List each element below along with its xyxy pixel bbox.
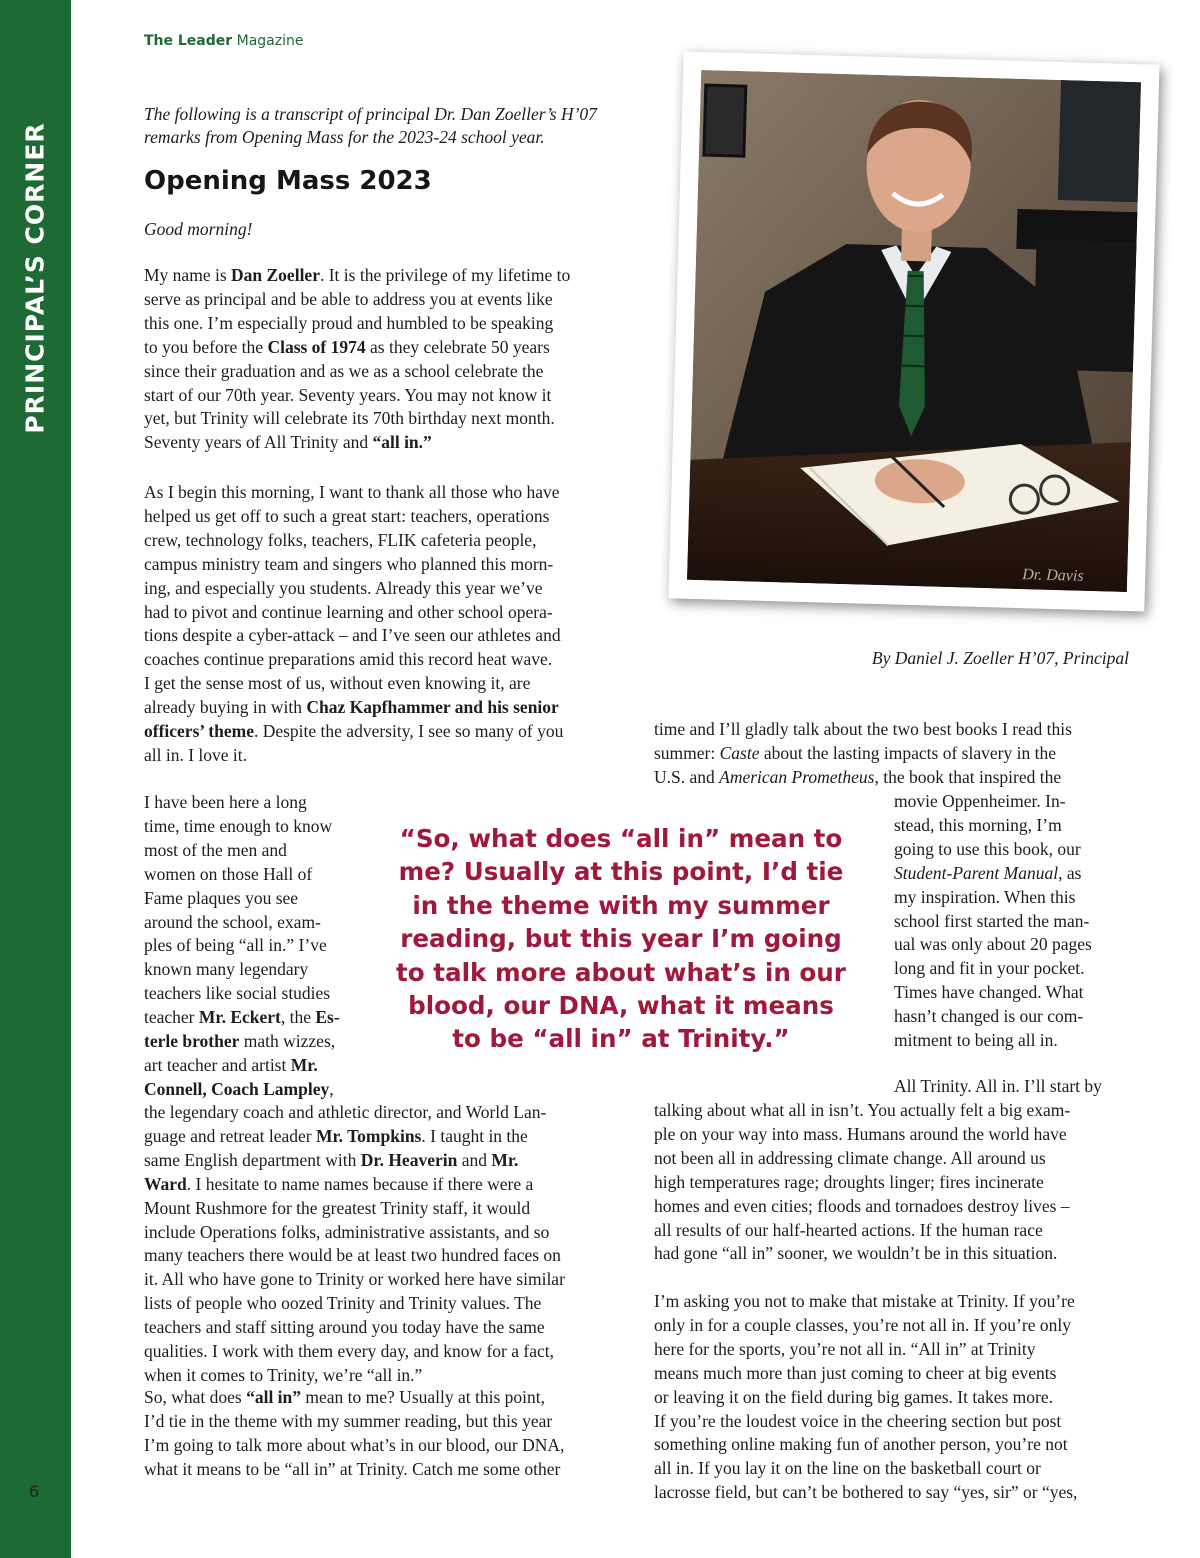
pull-quote-line: to be “all in” at Trinity.” [452,1024,790,1054]
text-line [894,1029,1092,1053]
text-line [144,911,340,935]
text-run: coaches continue preparations amid this record heat wave. [144,649,553,670]
text-run: ual was only about 20 pages [894,934,1092,955]
text-run: about the lasting impacts of slavery in the [759,742,1056,763]
text-line [654,766,1072,790]
paragraph-all-trinity-start [894,1075,1102,1099]
text-line [144,1292,565,1316]
text-run: time and I’ll gladly talk about the two best books I read this [654,719,1072,739]
text-run: hasn’t changed is our com- [894,1006,1084,1027]
text-run: lists of people who oozed Trinity and Trinity values. The [144,1293,542,1314]
text-line [144,624,563,648]
text-line [144,360,570,384]
paragraph-hall-of-fame [144,791,340,1102]
text-run: , the book that inspired the [874,766,1062,787]
pull-quote-line: blood, our DNA, what it means [408,991,834,1021]
text-line [144,431,570,455]
text-line [654,1433,1077,1457]
bold-text: Mr. Eckert [198,1007,281,1028]
text-run: all in. If you lay it on the line on the basketball court or [654,1458,1041,1479]
text-line [654,1481,1077,1505]
text-run: since their graduation and as we as a school celebrate the [144,360,544,381]
text-line [144,505,563,529]
text-line [894,814,1092,838]
text-run: long and fit in your pocket. [894,958,1085,979]
bold-text: Mr. Tompkins [315,1125,422,1146]
text-line [894,790,1092,814]
text-line [144,648,563,672]
text-line [144,744,563,768]
text-run: school first started the man- [894,910,1090,931]
text-line [144,863,340,887]
text-line [144,1101,565,1125]
page-number: 6 [29,1482,40,1501]
text-run: high temperatures rage; droughts linger; fires incinerate [654,1171,1044,1192]
text-line [654,1386,1077,1410]
text-run: stead, this morning, I’m [894,814,1062,835]
bold-text: terle brother [144,1031,240,1052]
text-line [144,1458,564,1482]
intro-note: The following is a transcript of principal Dr. Dan Zoeller’s H’07 remarks from Opening Mass for the 2023-24 school year. [144,104,597,147]
text-line [144,958,340,982]
text-line [144,1221,565,1245]
text-run: . It is the privilege of my lifetime to [319,265,571,285]
text-run: My name is [144,265,232,285]
text-line [144,407,570,431]
text-run: ples of being “all in.” I’ve [144,935,327,956]
pull-quote-line: to talk more about what’s in our [396,957,846,987]
text-run: math wizzes, [239,1031,336,1052]
text-line [144,336,570,360]
text-run: helped us get off to such a great start: teachers, operations [144,505,550,526]
bold-text: “all in.” [372,432,432,453]
paragraph-all-in-meaning [144,1386,564,1482]
text-line [894,886,1092,910]
text-run: this one. I’m especially proud and humbled to be speaking [144,312,554,333]
text-line [654,1362,1077,1386]
bold-text: officers’ theme [144,721,254,742]
text-run: teacher [144,1007,199,1028]
text-run: , [329,1078,334,1099]
text-run: or leaving it on the field during big games. It takes more. [654,1386,1053,1407]
text-run: my inspiration. When this [894,886,1076,907]
text-run: . I hesitate to name names because if there were a [186,1173,534,1194]
text-run: . I taught in the [421,1125,528,1146]
text-run: time, time enough to know [144,815,333,836]
masthead-brand: The Leader [144,33,233,49]
bold-text: Chaz Kapfhammer and his senior [306,697,559,718]
text-run: something online making fun of another person, you’re not [654,1434,1068,1455]
text-line [144,815,340,839]
text-run: All Trinity. All in. I’ll start by [894,1076,1102,1096]
text-line [144,1197,565,1221]
text-run: when it comes to Trinity, we’re “all in.” [144,1364,423,1385]
text-line [894,933,1092,957]
bold-text: Connell, Coach Lampley [144,1078,330,1099]
text-line [144,1006,340,1030]
pull-quote-line: me? Usually at this point, I’d tie [398,857,844,887]
text-run: I’m going to talk more about what’s in our blood, our DNA, [144,1434,565,1455]
text-run: crew, technology folks, teachers, FLIK cafeteria people, [144,529,537,550]
paragraph-books [654,718,1072,790]
text-run: I get the sense most of us, without even knowing it, are [144,673,531,694]
text-run: start of our 70th year. Seventy years. You may not know it [144,384,552,405]
text-run: known many legendary [144,959,309,980]
text-run: teachers and staff sitting around you today have the same [144,1317,545,1338]
text-line [654,718,1072,742]
text-line [654,1195,1070,1219]
text-line [144,1410,564,1434]
greeting: Good morning! [144,219,253,239]
text-run: If you’re the loudest voice in the cheering section but post [654,1410,1062,1431]
text-line [894,1005,1092,1029]
text-run: . Despite the adversity, I see so many of you [253,721,564,742]
text-line [144,720,563,744]
text-run: serve as principal and be able to address you at events like [144,288,553,309]
text-line [144,288,570,312]
pull-quote-line: “So, what does “all in” mean to [399,824,843,853]
text-run: already buying in with [144,697,307,718]
paragraph-thanks [144,481,563,768]
text-line [144,982,340,1006]
section-sidebar [0,0,71,1558]
text-line [654,1219,1070,1243]
text-run: here for the sports, you’re not all in. “All in” at Trinity [654,1338,1036,1359]
text-line [144,934,340,958]
text-line [654,1457,1077,1481]
text-line [654,1171,1070,1195]
text-run: As I begin this morning, I want to thank all those who have [144,482,560,502]
paragraph-all-trinity [654,1099,1070,1266]
pull-quote-line: in the theme with my summer [412,890,830,920]
italic-text: Student-Parent Manual [894,862,1059,883]
text-line [144,577,563,601]
text-line [144,1386,564,1410]
paragraph-introduction [144,264,570,455]
text-run: I’m asking you not to make that mistake at Trinity. If you’re [654,1291,1075,1311]
bold-text: Class of 1974 [267,336,366,357]
text-run: Fame plaques you see [144,887,299,908]
text-line [894,957,1092,981]
text-run: mitment to being all in. [894,1030,1058,1051]
paragraph-hall-of-fame-continued [144,1101,565,1388]
text-line [144,601,563,625]
text-line [144,1316,565,1340]
text-line [144,529,563,553]
desk-nameplate-text: Dr. Davis [1022,566,1084,585]
text-line [144,1054,340,1078]
principal-portrait-image [687,70,1141,592]
text-line [144,1030,340,1054]
text-line [654,1410,1077,1434]
text-run: Seventy years of All Trinity and [144,432,373,453]
text-run: it. All who have gone to Trinity or worked here have similar [144,1269,565,1290]
text-run: as they celebrate 50 years [365,336,550,357]
text-run: , as [1058,862,1082,883]
text-run: the legendary coach and athletic director, and World Lan- [144,1102,547,1122]
text-line [144,672,563,696]
text-run: include Operations folks, administrative assistants, and so [144,1221,550,1242]
text-run: to you before the [144,336,268,357]
text-line [144,553,563,577]
text-run: and [457,1149,492,1170]
paragraph-not-all-in [654,1290,1077,1505]
text-run: not been all in addressing climate change. All around us [654,1147,1046,1168]
bold-text: Dan Zoeller [231,265,320,285]
text-run: many teachers there would be at least two hundred faces on [144,1245,561,1266]
article-title: Opening Mass 2023 [144,166,432,196]
masthead [144,33,303,49]
bold-text: Es- [315,1007,340,1028]
text-run: So, what does [144,1387,247,1407]
text-line [144,839,340,863]
text-run: Times have changed. What [894,982,1084,1003]
text-line [654,742,1072,766]
text-run: I have been here a long [144,792,307,812]
text-line [144,1364,565,1388]
text-run: U.S. and [654,766,720,787]
text-line [654,1290,1077,1314]
text-line [144,1340,565,1364]
text-line [144,481,563,505]
text-run: means much more than just coming to cheer at big events [654,1362,1057,1383]
text-line [654,1242,1070,1266]
text-run: I’d tie in the theme with my summer reading, but this year [144,1410,553,1431]
text-run: campus ministry team and singers who planned this morn- [144,553,554,574]
section-label: PRINCIPAL’S CORNER [20,122,50,434]
text-run: lacrosse field, but can’t be bothered to say “yes, sir” or “yes, [654,1482,1078,1503]
text-run: mean to me? Usually at this point, [301,1387,546,1407]
text-line [144,1173,565,1197]
text-run: talking about what all in isn’t. You actually felt a big exam- [654,1100,1071,1120]
author-byline: By Daniel J. Zoeller H’07, Principal [871,648,1129,668]
text-run: Mount Rushmore for the greatest Trinity staff, it would [144,1197,531,1218]
bold-text: Mr. [491,1149,519,1170]
masthead-suffix: Magazine [236,33,304,49]
text-run: had to pivot and continue learning and other school opera- [144,601,553,622]
text-run: all in. I love it. [144,744,248,765]
text-run: same English department with [144,1149,361,1170]
text-run: qualities. I work with them every day, and know for a fact, [144,1341,554,1362]
text-line [144,791,340,815]
principal-photo [668,51,1159,611]
text-line [654,1314,1077,1338]
text-line [654,1338,1077,1362]
text-line [144,1268,565,1292]
text-line [144,384,570,408]
text-run: all results of our half-hearted actions. If the human race [654,1219,1043,1240]
bold-text: Ward [144,1173,187,1194]
text-line [144,1125,565,1149]
text-run: only in for a couple classes, you’re not all in. If you’re only [654,1314,1071,1335]
text-line [894,981,1092,1005]
text-run: going to use this book, our [894,838,1081,859]
paragraph-books-continued [894,790,1092,1053]
text-run: had gone “all in” sooner, we wouldn’t be in this situation. [654,1243,1058,1264]
text-run: most of the men and [144,839,287,860]
text-line [144,312,570,336]
text-run: ing, and especially you students. Already this year we’ve [144,577,543,598]
text-run: women on those Hall of [144,863,313,884]
text-run: art teacher and artist [144,1054,291,1075]
italic-text: American Prometheus [719,766,875,787]
text-run: guage and retreat leader [144,1125,316,1146]
text-line [894,910,1092,934]
text-run: homes and even cities; floods and tornadoes destroy lives – [654,1195,1070,1216]
text-run: , the [280,1007,316,1028]
text-line [144,1149,565,1173]
text-line [144,1078,340,1102]
text-line [894,838,1092,862]
text-line [144,1244,565,1268]
bold-text: Mr. [290,1054,318,1075]
bold-text: “all in” [246,1387,302,1407]
italic-text: Caste [719,742,760,763]
text-line [144,264,570,288]
text-line [144,696,563,720]
text-run: movie Oppenheimer. In- [894,791,1066,811]
text-line [654,1147,1070,1171]
text-line [654,1123,1070,1147]
text-run: summer: [654,742,720,763]
bold-text: Dr. Heaverin [360,1149,458,1170]
text-run: tions despite a cyber-attack – and I’ve seen our athletes and [144,625,561,646]
text-line [894,1075,1102,1099]
text-line [144,1434,564,1458]
text-run: around the school, exam- [144,911,321,932]
text-line [144,887,340,911]
text-run: yet, but Trinity will celebrate its 70th birthday next month. [144,408,555,429]
text-line [894,862,1092,886]
pull-quote [388,822,854,1056]
text-run: teachers like social studies [144,983,331,1004]
text-run: what it means to be “all in” at Trinity. Catch me some other [144,1458,561,1479]
pull-quote-line: reading, but this year I’m going [400,924,842,954]
text-run: ple on your way into mass. Humans around the world have [654,1123,1067,1144]
text-line [654,1099,1070,1123]
